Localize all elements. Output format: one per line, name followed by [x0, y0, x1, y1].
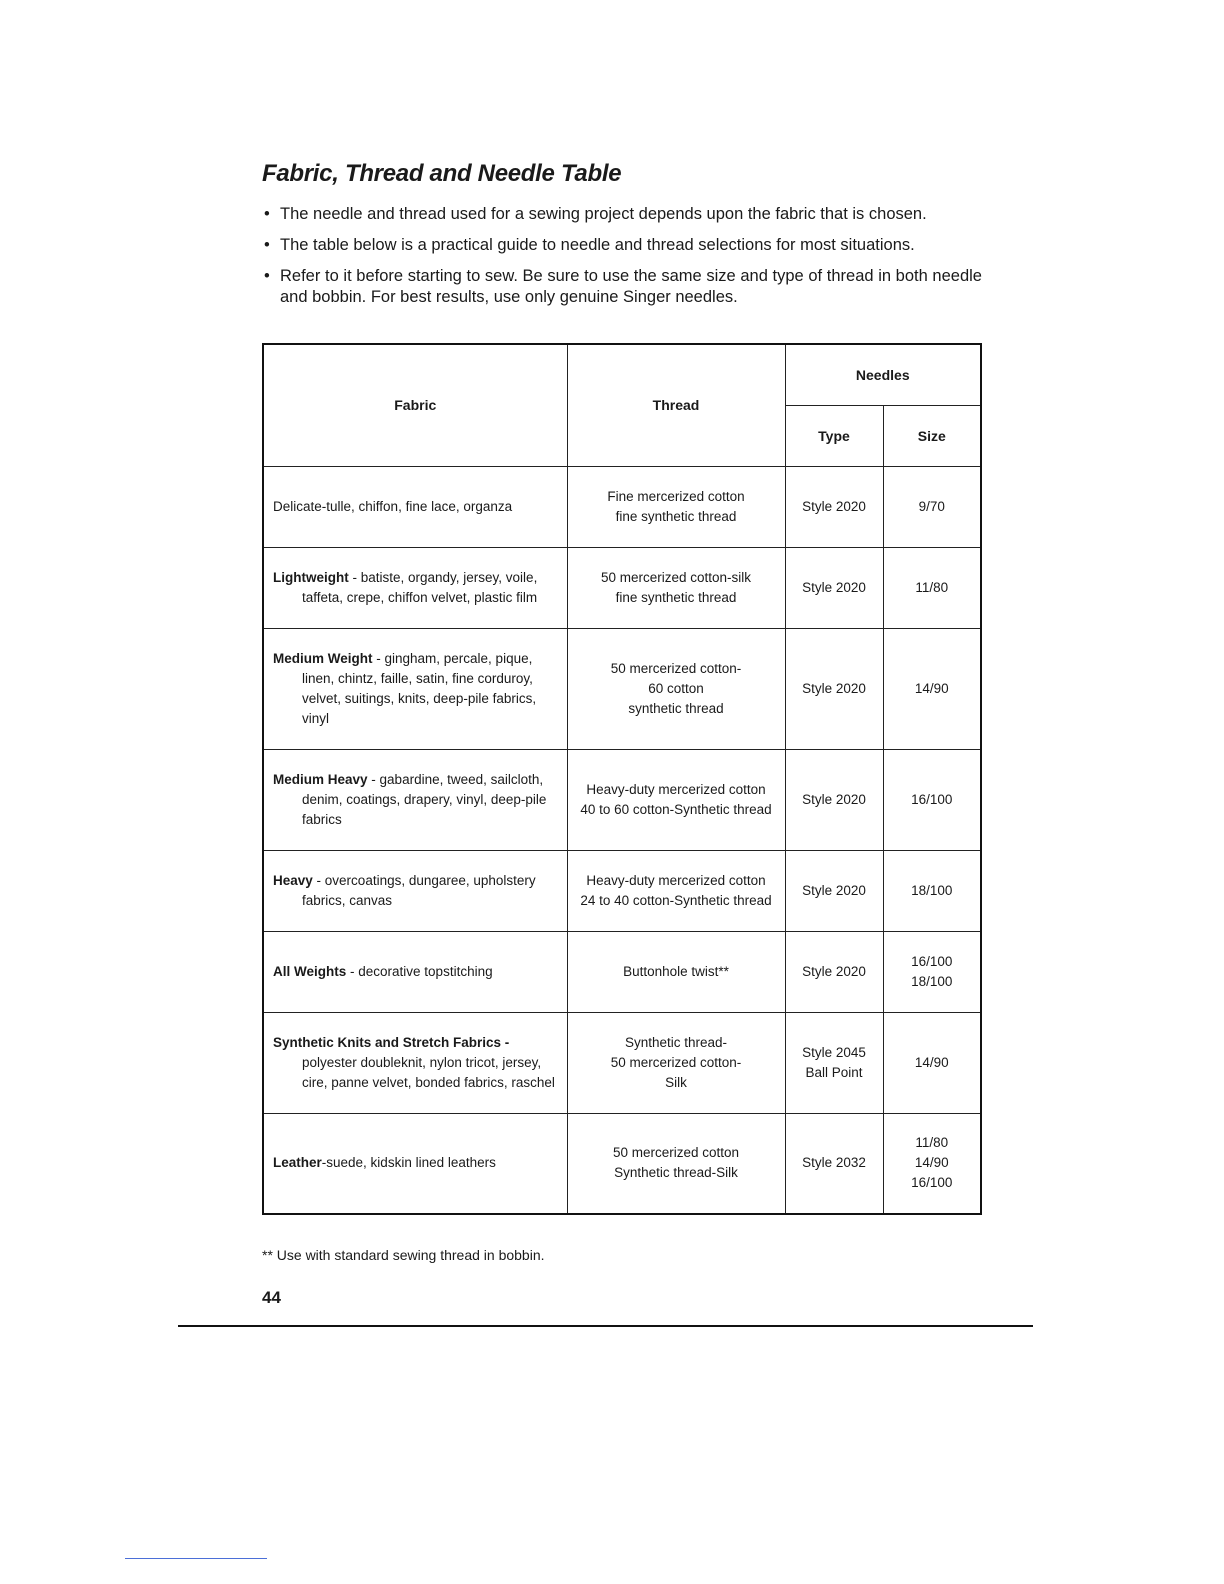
- fabric-text: [273, 497, 559, 517]
- intro-list: [262, 204, 982, 318]
- table-row: [263, 749, 981, 850]
- needle-size-cell: [883, 466, 981, 547]
- needle-size-cell-line: 11/80: [915, 579, 949, 595]
- intro-item: • Refer to it before starting to sew. Be sure to use the same size and type of thread in both needle and bobbin. For best results, use only genuine Singer needles.: [262, 266, 982, 308]
- table-row: [263, 850, 981, 931]
- thread-cell-line: Synthetic thread-: [624, 1034, 728, 1050]
- fabric-description: - decorative topstitching: [346, 963, 493, 979]
- needle-size-cell-line: 16/100: [911, 791, 953, 807]
- fabric-text: [273, 1033, 559, 1093]
- needle-type-cell-line: Style 2045: [802, 1044, 866, 1060]
- thread-cell: [567, 547, 785, 628]
- fabric-description: Delicate-tulle, chiffon, fine lace, organza: [273, 498, 513, 514]
- thread-cell-line: 50 mercerized cotton-: [610, 660, 742, 676]
- fabric-text: [273, 568, 559, 608]
- fabric-name: Medium Heavy: [273, 771, 368, 787]
- needle-size-cell-line: 18/100: [911, 973, 953, 989]
- thread-cell-line: fine synthetic thread: [615, 589, 737, 605]
- needle-type-cell: [785, 547, 883, 628]
- thread-cell-line: 50 mercerized cotton-silk: [600, 569, 752, 585]
- header-type: Type: [785, 405, 883, 466]
- fabric-text: [273, 1153, 559, 1173]
- header-needles: Needles: [785, 344, 981, 405]
- thread-cell-line: Synthetic thread-Silk: [614, 1165, 738, 1181]
- page-number: 44: [262, 1288, 281, 1307]
- needle-size-cell: [883, 1113, 981, 1214]
- thread-cell-line: Heavy-duty mercerized cotton: [586, 872, 766, 888]
- table-row: [263, 628, 981, 749]
- needle-type-cell: [785, 628, 883, 749]
- fabric-description: - gingham, percale, pique, linen, chintz, faille, satin, fine corduroy, velvet, suitings, knits, deep-pile fabrics, vinyl: [302, 650, 537, 726]
- thread-cell-line: 60 cotton: [648, 680, 704, 696]
- fabric-cell: [263, 1113, 567, 1214]
- fabric-description: - gabardine, tweed, sailcloth, denim, coatings, drapery, vinyl, deep-pile fabrics: [302, 771, 547, 827]
- table-body: [263, 466, 981, 1214]
- needle-size-cell-line: 16/100: [911, 1175, 953, 1191]
- fabric-text: [273, 770, 559, 830]
- thread-cell: [567, 1113, 785, 1214]
- needle-type-cell-line: Ball Point: [805, 1064, 863, 1080]
- needle-type-cell-line: Style 2020: [802, 963, 866, 979]
- needle-type-cell: [785, 850, 883, 931]
- needle-size-cell: [883, 1012, 981, 1113]
- thread-cell-line: Silk: [665, 1074, 687, 1090]
- fabric-name: Heavy: [273, 872, 313, 888]
- header-size: Size: [883, 405, 981, 466]
- thread-cell-line: 40 to 60 cotton-Synthetic thread: [580, 801, 772, 817]
- thread-cell: [567, 850, 785, 931]
- needle-size-cell-line: 11/80: [915, 1135, 949, 1151]
- thread-cell: [567, 749, 785, 850]
- needle-type-cell: [785, 1113, 883, 1214]
- needle-type-cell-line: Style 2020: [802, 791, 866, 807]
- needle-size-cell: [883, 628, 981, 749]
- table-row: [263, 1012, 981, 1113]
- fabric-name: Synthetic Knits and Stretch Fabrics -: [273, 1034, 510, 1050]
- needle-size-cell-line: 14/90: [914, 680, 949, 696]
- needle-type-cell: [785, 466, 883, 547]
- needle-size-cell-line: 14/90: [914, 1155, 949, 1171]
- needle-size-cell: [883, 931, 981, 1012]
- needle-type-cell: [785, 1012, 883, 1113]
- footnote: ** Use with standard sewing thread in bobbin.: [262, 1247, 545, 1263]
- fabric-cell: [263, 1012, 567, 1113]
- needle-size-cell: [883, 749, 981, 850]
- thread-cell: [567, 1012, 785, 1113]
- needle-type-cell-line: Style 2020: [802, 579, 866, 595]
- thread-cell-line: Heavy-duty mercerized cotton: [586, 781, 766, 797]
- fabric-text: [273, 649, 559, 729]
- header-thread: Thread: [567, 344, 785, 466]
- fabric-text: [273, 871, 559, 911]
- needle-size-cell-line: 14/90: [914, 1054, 949, 1070]
- table-row: [263, 931, 981, 1012]
- bottom-divider: [178, 1325, 1033, 1327]
- needle-type-cell: [785, 749, 883, 850]
- header-fabric: Fabric: [263, 344, 567, 466]
- needle-size-cell: [883, 547, 981, 628]
- needle-size-cell-line: 16/100: [911, 953, 953, 969]
- fabric-cell: [263, 628, 567, 749]
- thread-cell-line: fine synthetic thread: [615, 508, 737, 524]
- table-row: [263, 1113, 981, 1214]
- fabric-name: Leather: [273, 1155, 322, 1171]
- needle-type-cell: [785, 931, 883, 1012]
- table-row: [263, 466, 981, 547]
- fabric-thread-needle-table-container: [262, 343, 980, 1215]
- fabric-text: [273, 962, 559, 982]
- fabric-description: - batiste, organdy, jersey, voile, taffeta, crepe, chiffon velvet, plastic film: [302, 569, 538, 605]
- thread-cell-line: synthetic thread: [628, 700, 724, 716]
- fabric-cell: [263, 931, 567, 1012]
- needle-size-cell: [883, 850, 981, 931]
- needle-size-cell-line: 18/100: [911, 882, 953, 898]
- page-title: Fabric, Thread and Needle Table: [262, 160, 622, 187]
- fabric-thread-needle-table: [262, 343, 982, 1215]
- thread-cell-line: 50 mercerized cotton: [612, 1145, 740, 1161]
- thread-cell: [567, 931, 785, 1012]
- corner-divider: [125, 1558, 267, 1559]
- table-row: [263, 547, 981, 628]
- fabric-name: All Weights: [273, 963, 347, 979]
- fabric-cell: [263, 547, 567, 628]
- thread-cell-line: 24 to 40 cotton-Synthetic thread: [580, 892, 772, 908]
- fabric-description: polyester doubleknit, nylon tricot, jersey, cire, panne velvet, bonded fabrics, raschel: [302, 1054, 555, 1090]
- needle-type-cell-line: Style 2020: [802, 882, 866, 898]
- intro-item: • The needle and thread used for a sewing project depends upon the fabric that is chosen.: [262, 204, 982, 225]
- fabric-cell: [263, 749, 567, 850]
- fabric-cell: [263, 850, 567, 931]
- needle-type-cell-line: Style 2032: [802, 1155, 866, 1171]
- needle-type-cell-line: Style 2020: [802, 498, 866, 514]
- fabric-name: Medium Weight: [273, 650, 373, 666]
- fabric-description: - overcoatings, dungaree, upholstery fabrics, canvas: [302, 872, 536, 908]
- fabric-name: Lightweight: [273, 569, 349, 585]
- needle-type-cell-line: Style 2020: [802, 680, 866, 696]
- intro-item: • The table below is a practical guide to needle and thread selections for most situations.: [262, 235, 982, 256]
- thread-cell: [567, 466, 785, 547]
- thread-cell-line: Fine mercerized cotton: [607, 488, 745, 504]
- thread-cell-line: Buttonhole twist**: [623, 963, 729, 979]
- thread-cell-line: 50 mercerized cotton-: [610, 1054, 742, 1070]
- fabric-cell: [263, 466, 567, 547]
- thread-cell: [567, 628, 785, 749]
- fabric-description: -suede, kidskin lined leathers: [321, 1155, 496, 1171]
- needle-size-cell-line: 9/70: [918, 498, 945, 514]
